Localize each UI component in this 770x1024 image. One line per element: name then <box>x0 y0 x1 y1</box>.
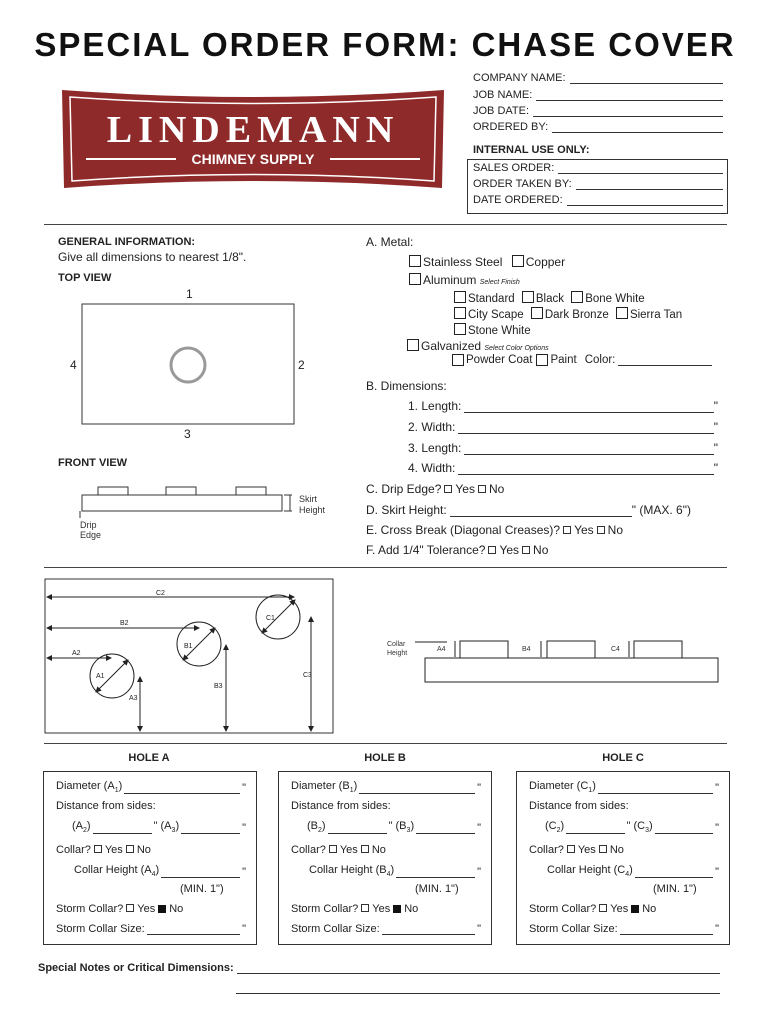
general-note: Give all dimensions to nearest 1/8". <box>58 250 247 264</box>
cross-break-row: E. Cross Break (Diagonal Creases)? Yes No <box>366 523 623 537</box>
top-view-diagram <box>60 286 320 449</box>
storm-no-checkbox[interactable] <box>393 905 401 913</box>
powder-coat-checkbox[interactable] <box>452 354 464 366</box>
storm-collar-row: Storm Collar? Yes No <box>56 903 184 915</box>
label-b2: B2 <box>120 620 129 627</box>
storm-no-checkbox[interactable] <box>158 905 166 913</box>
side-label-3: 3 <box>184 427 191 441</box>
company-logo <box>58 86 448 192</box>
order-taken-field[interactable]: ORDER TAKEN BY: <box>473 178 723 190</box>
label-b1: B1 <box>184 643 193 650</box>
label-a2: A2 <box>72 650 81 657</box>
hole-c-title: HOLE C <box>602 752 644 764</box>
notes-field[interactable] <box>38 962 720 974</box>
internal-title: INTERNAL USE ONLY: <box>473 144 590 156</box>
collar-no-checkbox[interactable] <box>126 845 134 853</box>
standard-checkbox[interactable] <box>454 291 466 303</box>
collar-yes-checkbox[interactable] <box>329 845 337 853</box>
storm-no-checkbox[interactable] <box>631 905 639 913</box>
date-ordered-field[interactable]: DATE ORDERED: <box>473 194 723 206</box>
metal-label: A. Metal: <box>366 235 414 249</box>
skirt-label-1: Skirt <box>299 494 317 504</box>
distance-label: Distance from sides: <box>529 800 629 812</box>
diameter-field[interactable]: Diameter $(A_1)$ " <box>56 780 246 795</box>
storm-size-field[interactable]: Storm Collar Size: " <box>291 923 481 935</box>
collar-height-field[interactable]: Collar Height $(B_4)$ " <box>309 864 481 879</box>
front-view-diagram <box>66 482 336 547</box>
storm-size-field[interactable]: Storm Collar Size: " <box>529 923 719 935</box>
aluminum-row: Aluminum Select Finish <box>409 273 520 287</box>
drip-edge-row: C. Drip Edge? Yes No <box>366 482 505 496</box>
city-scape-checkbox[interactable] <box>454 307 466 319</box>
tolerance-row: F. Add 1/4" Tolerance? Yes No <box>366 543 549 557</box>
page-title: SPECIAL ORDER FORM: CHASE COVER <box>34 26 736 63</box>
powder-row: Powder Coat Paint Color: <box>452 354 712 366</box>
finish-row-1: Standard Black Bone White <box>454 291 645 305</box>
storm-size-field[interactable]: Storm Collar Size: " <box>56 923 246 935</box>
divider <box>44 567 727 568</box>
notes-label: Special Notes or Critical Dimensions: <box>38 962 234 974</box>
min-note: (MIN. 1") <box>180 883 224 895</box>
diameter-field[interactable]: Diameter $(C_1)$ " <box>529 780 719 795</box>
hole-b-title: HOLE B <box>364 752 406 764</box>
bone-white-checkbox[interactable] <box>571 291 583 303</box>
finish-row-3: Stone White <box>454 323 531 337</box>
label-b4: B4 <box>522 646 531 653</box>
aluminum-checkbox[interactable] <box>409 273 421 285</box>
cross-yes-checkbox[interactable] <box>563 526 571 534</box>
cross-no-checkbox[interactable] <box>597 526 605 534</box>
side-label-4: 4 <box>70 358 77 372</box>
distance-fields[interactable]: $(B_2)$ " $(B_3)$ " <box>307 820 481 835</box>
paint-checkbox[interactable] <box>536 354 548 366</box>
label-c2: C2 <box>156 590 165 597</box>
galvanized-checkbox[interactable] <box>407 339 419 351</box>
company-name-field[interactable]: COMPANY NAME: <box>473 72 723 84</box>
label-a4: A4 <box>437 646 446 653</box>
side-label-1: 1 <box>186 287 193 301</box>
collar-side-diagram <box>385 636 725 689</box>
label-a3: A3 <box>129 695 138 702</box>
drip-yes-checkbox[interactable] <box>444 485 452 493</box>
ordered-by-field[interactable]: ORDERED BY: <box>473 121 723 133</box>
width-2-field[interactable]: 2. Width: " <box>408 420 718 434</box>
black-checkbox[interactable] <box>522 291 534 303</box>
collar-height-field[interactable]: Collar Height $(C_4)$ " <box>547 864 719 879</box>
hole-c-panel <box>516 771 730 945</box>
front-view-label: FRONT VIEW <box>58 457 128 469</box>
length-1-field[interactable]: 1. Length: " <box>408 399 718 413</box>
distance-fields[interactable]: $(A_2)$ " $(A_3)$ " <box>72 820 246 835</box>
collar-yes-checkbox[interactable] <box>567 845 575 853</box>
storm-yes-checkbox[interactable] <box>126 904 134 912</box>
dimensions-label: B. Dimensions: <box>366 379 447 393</box>
min-note: (MIN. 1") <box>415 883 459 895</box>
storm-yes-checkbox[interactable] <box>599 904 607 912</box>
label-c3: C3 <box>303 672 312 679</box>
min-note: (MIN. 1") <box>653 883 697 895</box>
finish-row-2: City Scape Dark Bronze Sierra Tan <box>454 307 682 321</box>
skirt-height-field[interactable]: D. Skirt Height: " (MAX. 6") <box>366 503 691 517</box>
hole-b-panel <box>278 771 492 945</box>
dark-bronze-checkbox[interactable] <box>531 307 543 319</box>
distance-label: Distance from sides: <box>56 800 156 812</box>
tolerance-yes-checkbox[interactable] <box>488 546 496 554</box>
metal-row-1: Stainless Steel Copper <box>409 255 565 269</box>
label-c1: C1 <box>266 615 275 622</box>
logo-name: LINDEMANN <box>106 109 400 151</box>
hole-location-diagram <box>44 578 334 737</box>
drip-label-2: Edge <box>80 530 102 540</box>
collar-row: Collar? Yes No <box>291 844 386 856</box>
top-view-label: TOP VIEW <box>58 272 112 284</box>
drip-label-1: Drip <box>80 520 97 530</box>
divider <box>44 743 727 744</box>
skirt-label-2: Height <box>299 505 326 515</box>
job-date-field[interactable]: JOB DATE: <box>473 105 723 117</box>
sales-order-field[interactable]: SALES ORDER: <box>473 162 723 174</box>
hole-a-title: HOLE A <box>128 752 170 764</box>
storm-yes-checkbox[interactable] <box>361 904 369 912</box>
width-4-field[interactable]: 4. Width: " <box>408 461 718 475</box>
drip-no-checkbox[interactable] <box>478 485 486 493</box>
collar-row: Collar? Yes No <box>56 844 151 856</box>
diameter-field[interactable]: Diameter $(B_1)$ " <box>291 780 481 795</box>
color-field[interactable] <box>618 355 712 366</box>
collar-no-checkbox[interactable] <box>599 845 607 853</box>
label-c4: C4 <box>611 646 620 653</box>
sierra-tan-checkbox[interactable] <box>616 307 628 319</box>
general-title: GENERAL INFORMATION: <box>58 236 196 248</box>
collar-yes-checkbox[interactable] <box>94 845 102 853</box>
tolerance-no-checkbox[interactable] <box>522 546 530 554</box>
galvanized-row: Galvanized Select Color Options <box>407 339 549 353</box>
hole-a-panel <box>43 771 257 945</box>
stainless-checkbox[interactable] <box>409 255 421 267</box>
length-3-field[interactable]: 3. Length: " <box>408 441 718 455</box>
label-a1: A1 <box>96 673 105 680</box>
storm-collar-row: Storm Collar? Yes No <box>291 903 419 915</box>
collar-row: Collar? Yes No <box>529 844 624 856</box>
collar-no-checkbox[interactable] <box>361 845 369 853</box>
side-label-2: 2 <box>298 358 305 372</box>
label-b3: B3 <box>214 683 223 690</box>
storm-collar-row: Storm Collar? Yes No <box>529 903 657 915</box>
job-name-field[interactable]: JOB NAME: <box>473 89 723 101</box>
distance-fields[interactable]: $(C_2)$ " $(C_3)$ " <box>545 820 719 835</box>
collar-height-label-1: Collar <box>387 641 406 648</box>
notes-line-2[interactable] <box>236 993 720 994</box>
collar-height-field[interactable]: Collar Height $(A_4)$ " <box>74 864 246 879</box>
collar-height-label-2: Height <box>387 650 408 657</box>
copper-checkbox[interactable] <box>512 255 524 267</box>
distance-label: Distance from sides: <box>291 800 391 812</box>
logo-sub: CHIMNEY SUPPLY <box>191 151 315 167</box>
divider <box>44 224 727 225</box>
stone-white-checkbox[interactable] <box>454 323 466 335</box>
